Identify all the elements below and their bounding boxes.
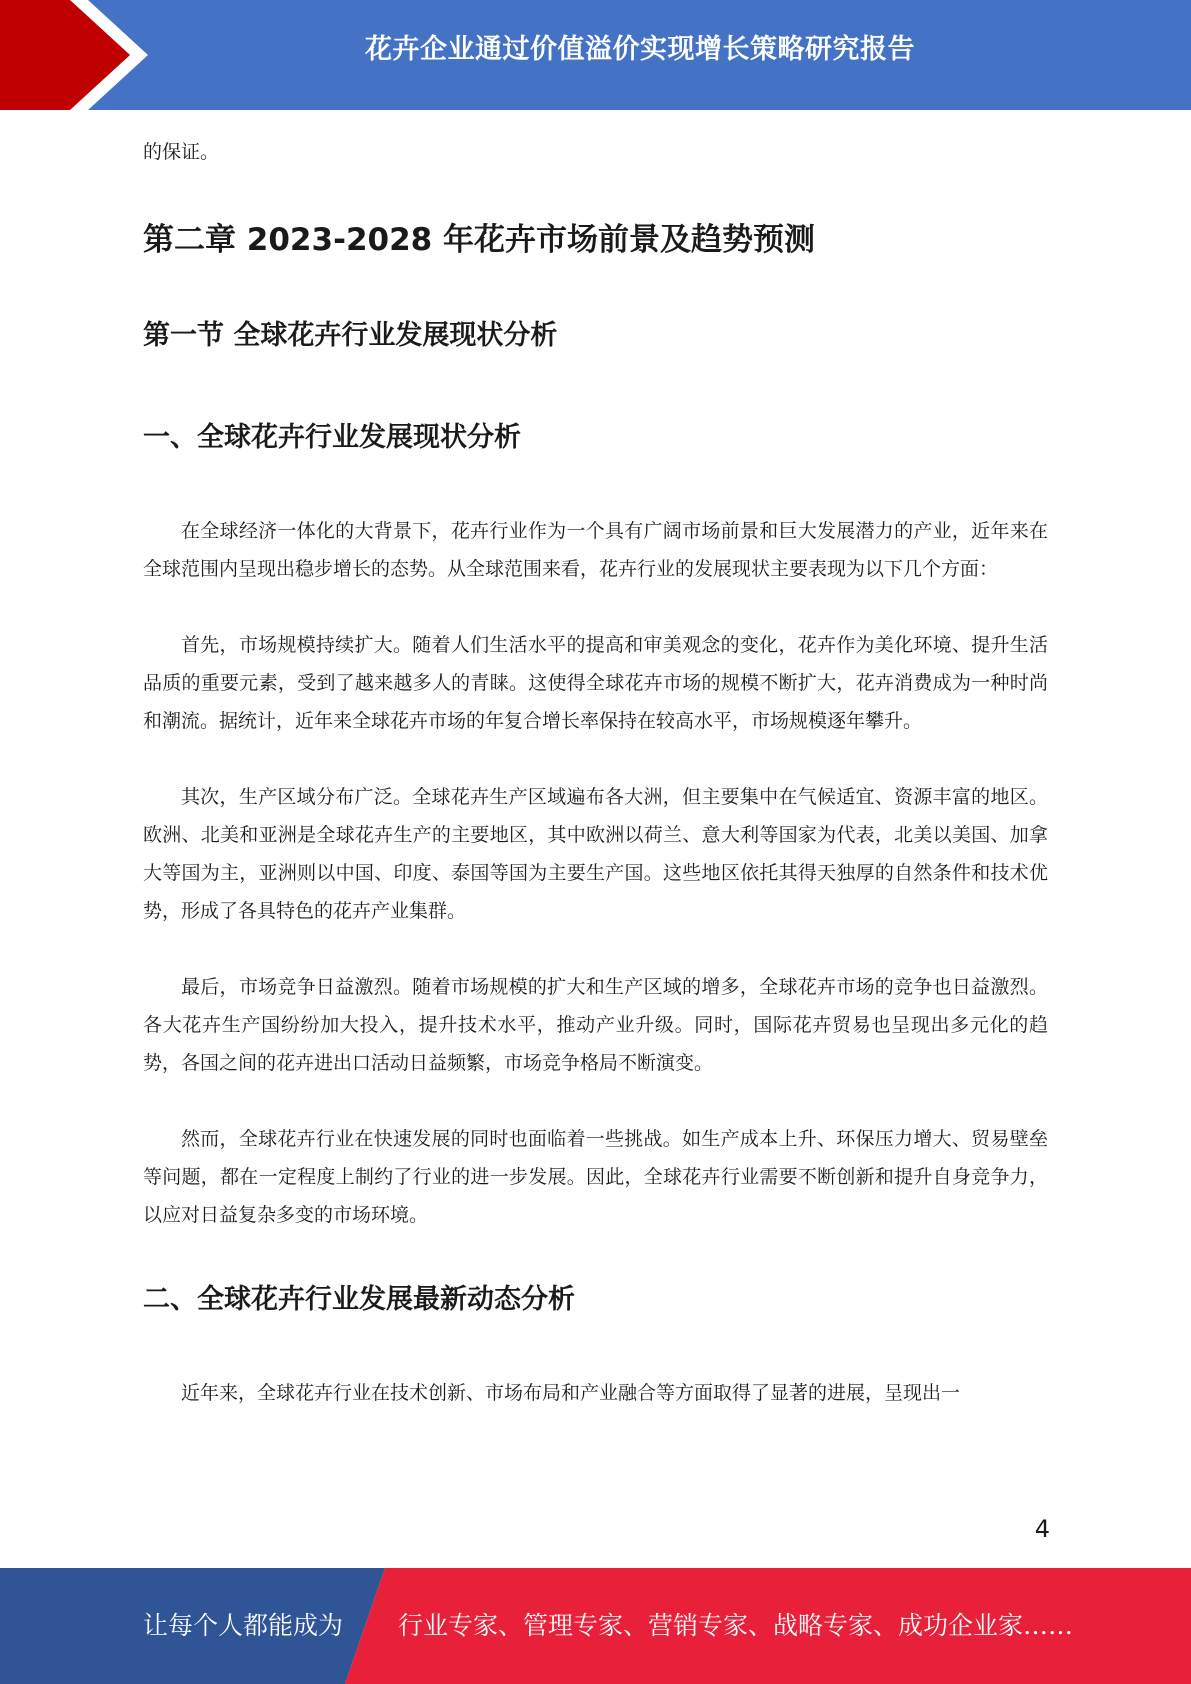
paragraph: 然而，全球花卉行业在快速发展的同时也面临着一些挑战。如生产成本上升、环保压力增大、贸易壁垒等问题，都在一定程度上制约了行业的进一步发展。因此，全球花卉行业需要不断创新和提升自身竞争力，以应对日益复杂多变的市场环境。 (143, 1128, 1048, 1226)
paragraph: 最后，市场竞争日益激烈。随着市场规模的扩大和生产区域的增多，全球花卉市场的竞争也日益激烈。各大花卉生产国纷纷加大投入，提升技术水平，推动产业升级。同时，国际花卉贸易也呈现出多元化的趋势，各国之间的花卉进出口活动日益频繁，市场竞争格局不断演变。 (143, 976, 1048, 1074)
page-number: 4 (1034, 1515, 1050, 1543)
subsection-title-2: 二、全球花卉行业发展最新动态分析 (143, 1284, 575, 1315)
document-body (143, 130, 1048, 1412)
paragraph: 近年来，全球花卉行业在技术创新、市场布局和产业融合等方面取得了显著的进展，呈现出一 (181, 1382, 961, 1404)
subsection-title-1: 一、全球花卉行业发展现状分析 (143, 422, 521, 453)
footer-band (0, 1568, 1191, 1684)
paragraph: 其次，生产区域分布广泛。全球花卉生产区域遍布各大洲，但主要集中在气候适宜、资源丰富的地区。欧洲、北美和亚洲是全球花卉生产的主要地区，其中欧洲以荷兰、意大利等国家为代表，北美以美国、加拿大等国为主，亚洲则以中国、印度、泰国等国为主要生产国。这些地区依托其得天独厚的自然条件和技术优势，形成了各具特色的花卉产业集群。 (143, 786, 1048, 922)
footer-slogan-right: 行业专家、管理专家、营销专家、战略专家、成功企业家…… (398, 1611, 1074, 1640)
header-band (0, 0, 1191, 110)
continued-text: 的保证。 (143, 141, 220, 163)
header-red-chevron (0, 0, 148, 110)
footer-slogan-left: 让每个人都能成为 (143, 1611, 344, 1640)
paragraph: 首先，市场规模持续扩大。随着人们生活水平的提高和审美观念的变化，花卉作为美化环境、提升生活品质的重要元素，受到了越来越多人的青睐。这使得全球花卉市场的规模不断扩大，花卉消费成为一种时尚和潮流。据统计，近年来全球花卉市场的年复合增长率保持在较高水平，市场规模逐年攀升。 (143, 634, 1048, 732)
section-title: 第一节 全球花卉行业发展现状分析 (143, 320, 558, 351)
chapter-title: 第二章 2023-2028 年花卉市场前景及趋势预测 (143, 222, 816, 258)
report-title: 花卉企业通过价值溢价实现增长策略研究报告 (365, 34, 915, 65)
paragraph: 在全球经济一体化的大背景下，花卉行业作为一个具有广阔市场前景和巨大发展潜力的产业，近年来在全球范围内呈现出稳步增长的态势。从全球范围来看，花卉行业的发展现状主要表现为以下几个方面： (143, 520, 1048, 580)
